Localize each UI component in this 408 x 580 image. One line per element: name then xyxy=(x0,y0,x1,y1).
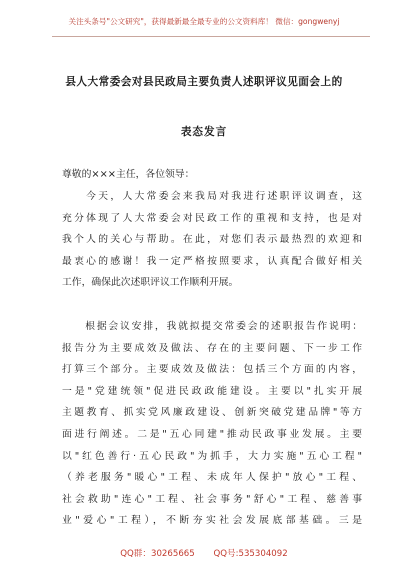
paragraph-line: 今天，人大常委会来我局对我进行述职评议调查，这 xyxy=(62,191,362,202)
paragraph-line: 报告分为主要成效及做法、存在的主要问题、下一步工作 xyxy=(62,342,362,354)
paragraph-line: 我个人的关心与帮助。在此，对您们表示最热烈的欢迎和 xyxy=(62,234,362,246)
paragraph-line: 打算三个部分。主要成效及做法：包括三个方面的内容， xyxy=(62,364,362,376)
document-title-line-1: 县人大常委会对县民政局主要负责人述职评议见面会上的 xyxy=(65,76,343,88)
paragraph-line: 主题教育、抓实党风廉政建设、创新突破党建品牌"等方 xyxy=(62,407,362,419)
salutation xyxy=(62,164,362,186)
footer-qq-group: QQ群：30265665 xyxy=(120,549,195,559)
paragraph-2 xyxy=(62,316,362,532)
paragraph-line: 根据会议安排，我就拟提交常委会的述职报告作说明： xyxy=(62,321,362,332)
paragraph-line: 一是"党建统领"促进民政政能建设。主要以"扎实开展 xyxy=(62,385,362,397)
footer-qq-number: QQ号:535304092 xyxy=(213,549,288,559)
paragraph-line: 工作，确保此次述职评议工作顺利开展。 xyxy=(62,277,239,289)
paragraph-line: 社会救助"连心"工程、社会事务"舒心"工程、慈善事 xyxy=(62,493,362,505)
page-header: 关注头条号"公文研究"，获得最新最全最专业的公文资料库！ 微信：gongwenyj xyxy=(68,17,340,26)
page-footer xyxy=(0,547,408,559)
paragraph-1 xyxy=(62,186,362,294)
salutation-text: 尊敬的×××主任，各位领导： xyxy=(62,169,195,180)
paragraph-line: （养老服务"暖心"工程、未成年人保护"放心"工程、 xyxy=(62,472,362,484)
paragraph-line: 业"爱心"工程），不断夯实社会发展底部基础。三是 xyxy=(62,515,362,527)
paragraph-line: 面进行阐述。二是"五心同建"推动民政事业发展。主要 xyxy=(62,428,362,440)
header-divider xyxy=(52,36,370,37)
document-title-line-2: 表态发言 xyxy=(180,126,228,138)
paragraph-line: 以"红色善行·五心民政"为抓手，大力实施"五心工程" xyxy=(62,450,362,462)
paragraph-line: 充分体现了人大常委会对民政工作的重视和支持，也是对 xyxy=(62,212,362,224)
paragraph-line: 最衷心的感谢！我一定严格按照要求，认真配合做好相关 xyxy=(62,255,362,267)
